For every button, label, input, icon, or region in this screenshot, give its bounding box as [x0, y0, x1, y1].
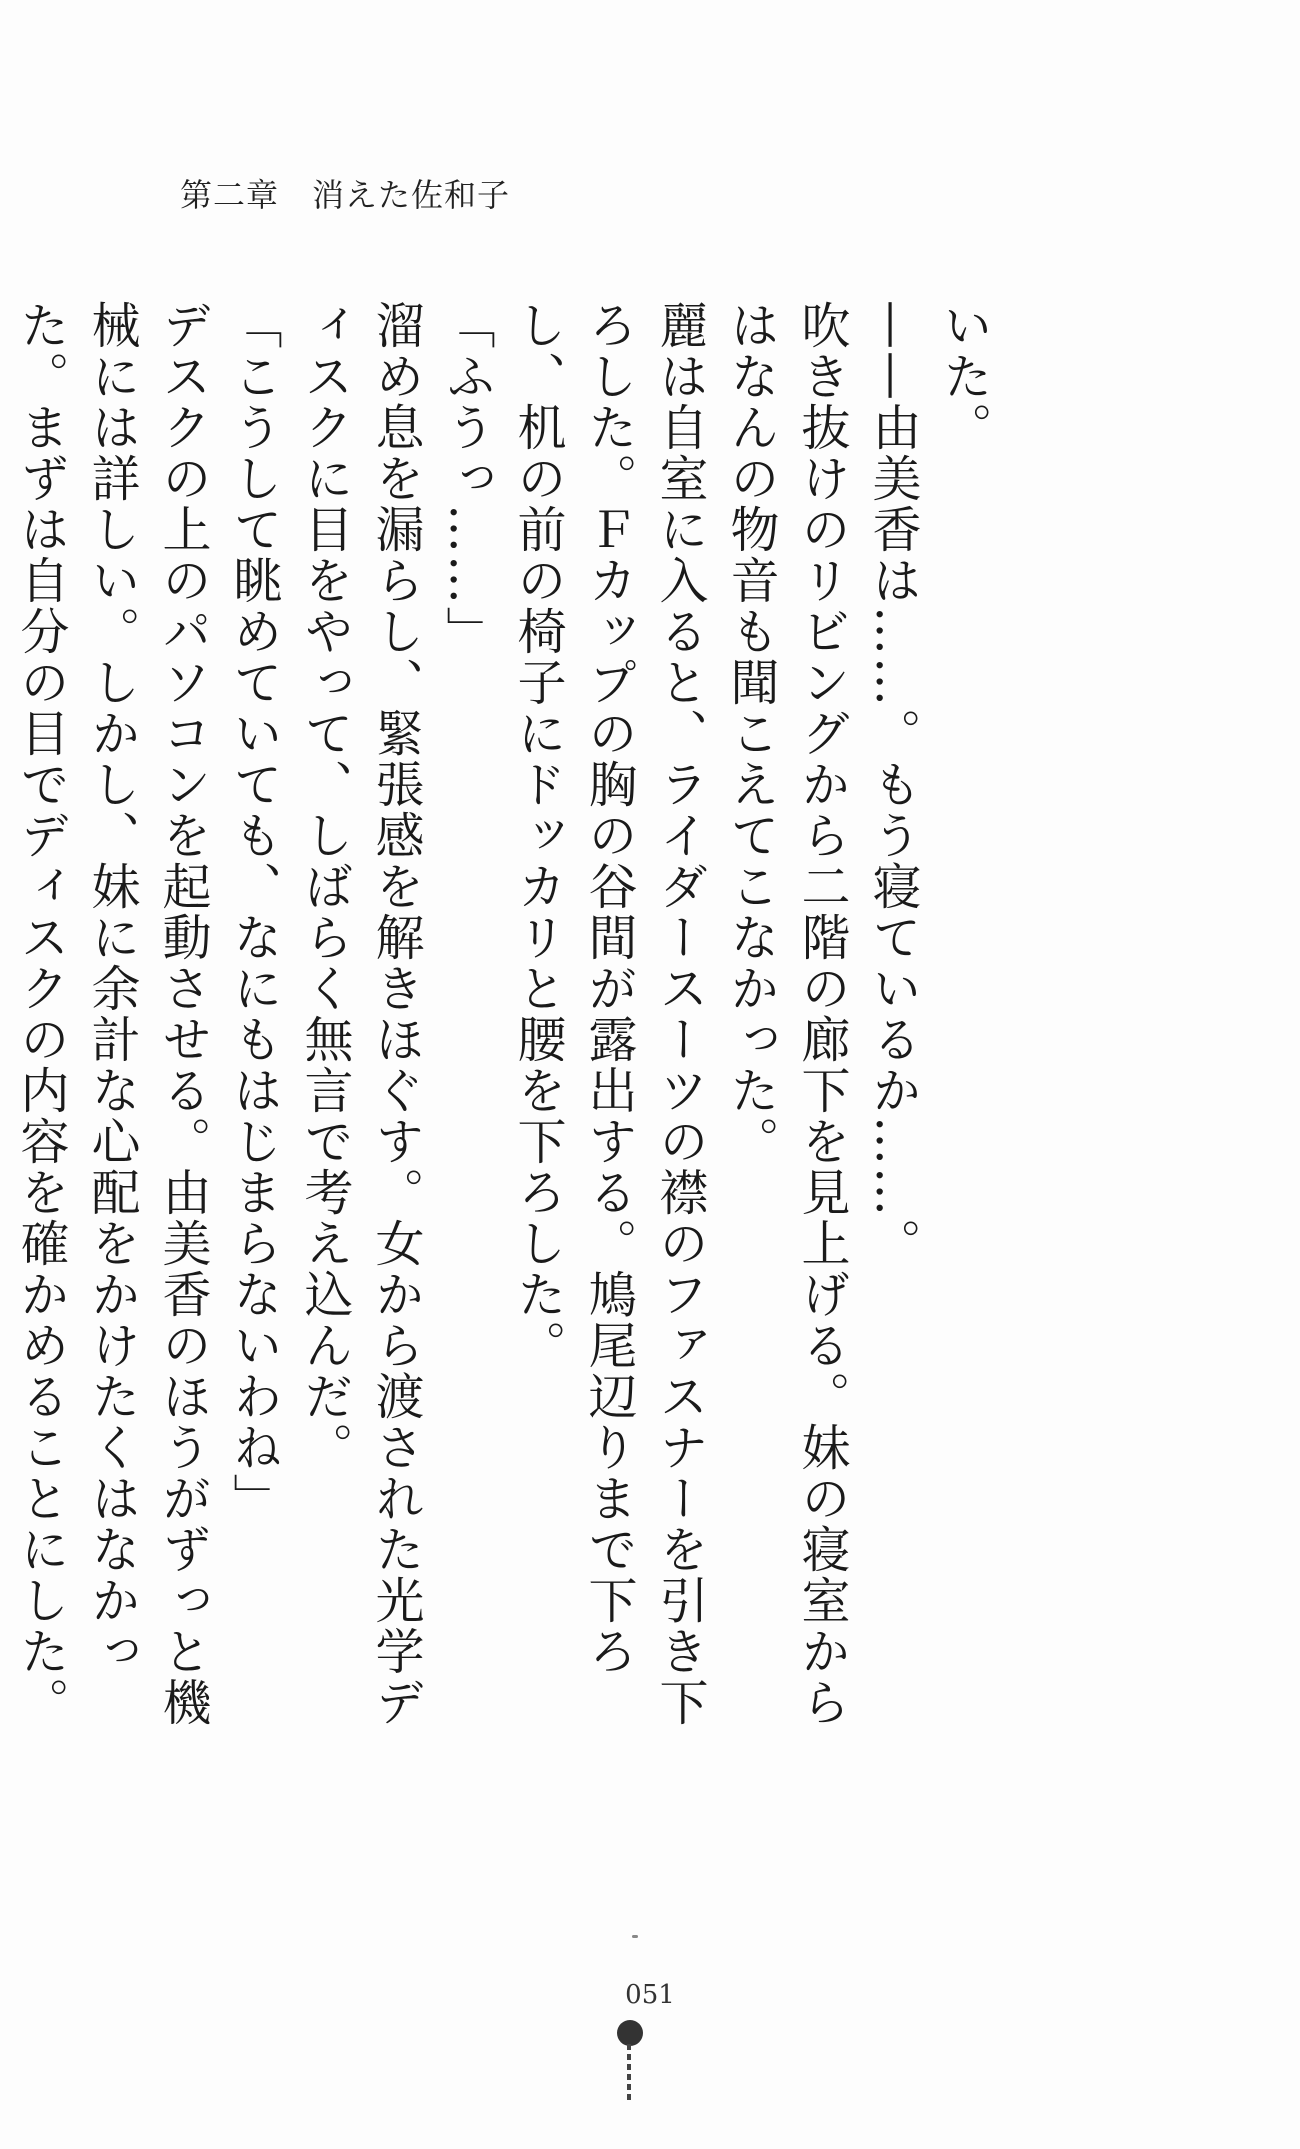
page-marker-dot	[617, 2020, 643, 2046]
paragraph: ——由美香は……。もう寝ているか……。	[865, 300, 922, 1269]
paragraph: 「こうして眺めていても、なにもはじまらないわね」	[226, 300, 283, 1524]
paragraph: 吹き抜けのリビングから二階の廊下を見上げる。妹の寝室からはなんの物音も聞こえてこなかった。	[723, 300, 851, 1728]
paragraph: 溜め息を漏らし、緊張感を解きほぐす。女から渡された光学ディスクに目をやって、しばらく無言で考え込んだ。	[297, 300, 425, 1728]
paragraph: いた。	[936, 300, 993, 453]
scan-speck	[632, 1935, 638, 1938]
page-number: 051	[625, 1980, 675, 2010]
paragraph: 「ふうっ……」	[439, 300, 496, 657]
paragraph: 麗は自室に入ると、ライダースーツの襟のファスナーを引き下ろした。Ｆカップの胸の谷間が露出する。鳩尾辺りまで下ろし、机の前の椅子にドッカリと腰を下ろした。	[510, 300, 709, 1728]
page-marker-line	[627, 2044, 631, 2104]
chapter-title: 第二章 消えた佐和子	[180, 176, 511, 214]
paragraph: デスクの上のパソコンを起動させる。由美香のほうがずっと機械には詳しい。しかし、妹に余計な心配をかけたくはなかった。まずは自分の目でディスクの内容を確かめることにした。	[13, 300, 212, 1728]
body-text	[0, 300, 1000, 1760]
